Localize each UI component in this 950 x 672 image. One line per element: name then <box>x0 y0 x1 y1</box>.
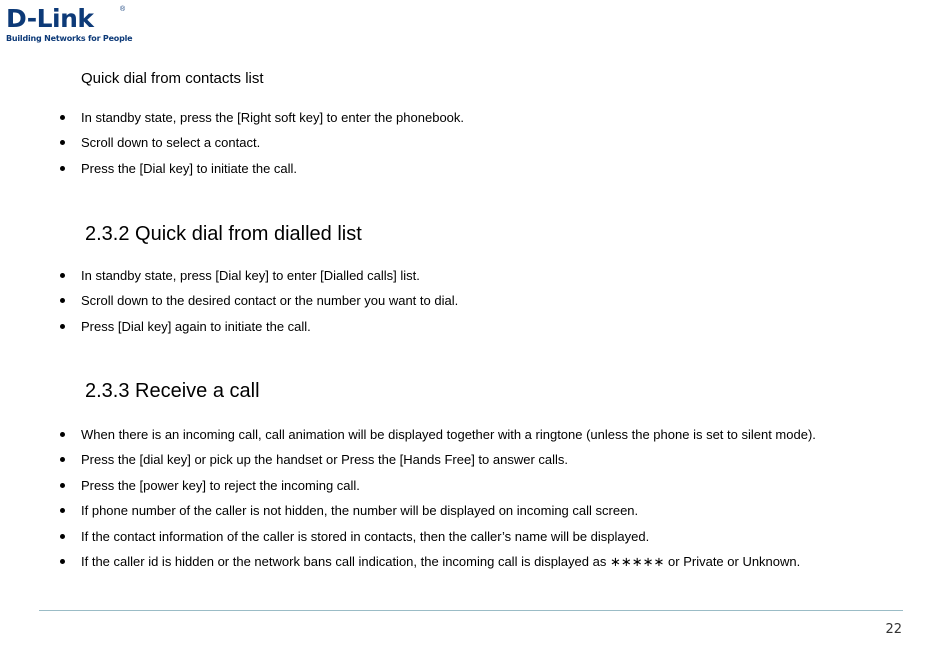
page-number: 22 <box>885 622 902 637</box>
bullet-icon <box>60 298 65 303</box>
dlink-logo <box>6 4 133 46</box>
bullet-icon <box>60 166 65 171</box>
bullet-icon <box>60 559 65 564</box>
contacts-heading: Quick dial from contacts list <box>81 70 264 87</box>
logo-tagline: Building Networks for People <box>6 34 133 43</box>
bullet-icon <box>60 508 65 513</box>
bullet-icon <box>60 483 65 488</box>
logo-registered-mark: ® <box>120 6 126 13</box>
dialled-heading: 2.3.2 Quick dial from dialled list <box>85 223 362 245</box>
bullet-icon <box>60 115 65 120</box>
bullet-icon <box>60 324 65 329</box>
bullet-icon <box>60 273 65 278</box>
logo-wordmark: D-Link <box>6 4 94 33</box>
bullet-icon <box>60 457 65 462</box>
receive-heading: 2.3.3 Receive a call <box>85 380 260 402</box>
bullet-icon <box>60 140 65 145</box>
footer-divider <box>39 610 903 611</box>
bullet-icon <box>60 432 65 437</box>
bullet-icon <box>60 534 65 539</box>
